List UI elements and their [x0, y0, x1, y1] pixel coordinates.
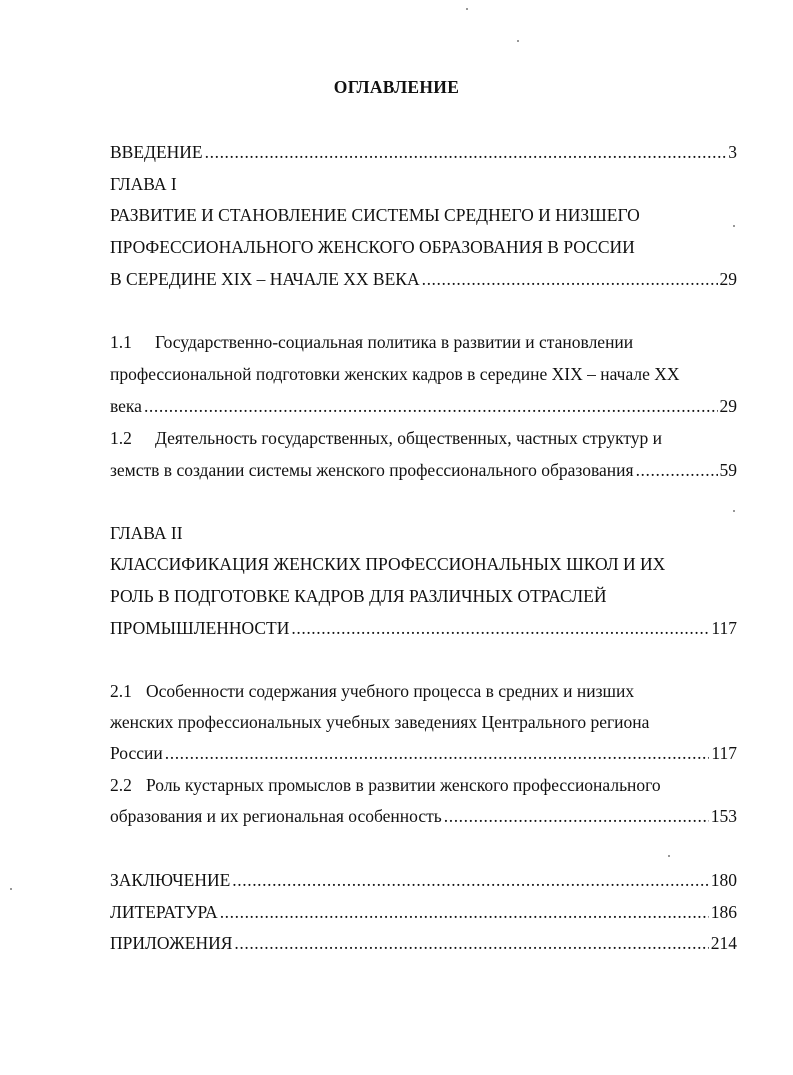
page-number: 153 [710, 806, 737, 826]
section-number: 2.1 [110, 681, 132, 701]
section-1-1-line [110, 330, 737, 354]
toc-entry-section-1-2 [110, 458, 737, 482]
dot-leader [636, 458, 718, 482]
chapter-1-label: ГЛАВА I [110, 174, 177, 194]
section-1-1-line: профессиональной подготовки женских кадров в середине XIX – начале XX [110, 364, 680, 384]
scan-speck [733, 225, 735, 227]
toc-entry-literature [110, 900, 737, 924]
section-text: Роль кустарных промыслов в развитии женского профессионального [146, 775, 661, 795]
dot-leader [422, 267, 718, 291]
page-number: 59 [719, 460, 737, 480]
entry-label: России [110, 743, 163, 763]
entry-label: В СЕРЕДИНЕ XIX – НАЧАЛЕ XX ВЕКА [110, 269, 420, 289]
entry-label: ПРОМЫШЛЕННОСТИ [110, 618, 290, 638]
page-number: 117 [711, 618, 737, 638]
page-number: 29 [719, 269, 737, 289]
scan-speck [668, 855, 670, 857]
section-2-1-line: женских профессиональных учебных заведениях Центрального региона [110, 712, 650, 732]
scan-speck [517, 40, 519, 42]
entry-label: ЛИТЕРАТУРА [110, 902, 218, 922]
toc-entry-section-2-2 [110, 804, 737, 828]
chapter-2-label: ГЛАВА II [110, 523, 183, 543]
section-text: Особенности содержания учебного процесса в средних и низших [146, 681, 635, 701]
toc-entry-chapter-1 [110, 267, 737, 291]
entry-label: земств в создании системы женского профессионального образования [110, 460, 634, 480]
dot-leader [234, 931, 708, 955]
page-number: 3 [728, 142, 737, 162]
section-2-1-line [110, 679, 737, 703]
chapter-1-heading-line: РАЗВИТИЕ И СТАНОВЛЕНИЕ СИСТЕМЫ СРЕДНЕГО И НИЗШЕГО [110, 205, 640, 225]
entry-label: ЗАКЛЮЧЕНИЕ [110, 870, 231, 890]
section-number: 2.2 [110, 775, 132, 795]
toc-title: ОГЛАВЛЕНИЕ [333, 77, 460, 97]
toc-entry-chapter-2 [110, 616, 737, 640]
chapter-1-heading-line: ПРОФЕССИОНАЛЬНОГО ЖЕНСКОГО ОБРАЗОВАНИЯ В РОССИИ [110, 237, 635, 257]
toc-entry-section-2-1 [110, 741, 737, 765]
page-number: 214 [710, 933, 737, 953]
dot-leader [291, 616, 709, 640]
section-text: Государственно-социальная политика в развитии и становлении [155, 332, 634, 352]
toc-entry-introduction [110, 140, 737, 164]
scan-speck [10, 888, 12, 890]
section-number: 1.2 [110, 428, 132, 448]
scan-speck [733, 510, 735, 512]
toc-entry-appendices [110, 931, 737, 955]
entry-label: ПРИЛОЖЕНИЯ [110, 933, 233, 953]
entry-label: образования и их региональная особенность [110, 806, 442, 826]
page-number: 186 [710, 902, 737, 922]
entry-label: ВВЕДЕНИЕ [110, 142, 203, 162]
dot-leader [144, 394, 718, 418]
scan-speck [466, 8, 468, 10]
page-number: 117 [711, 743, 737, 763]
section-text: Деятельность государственных, общественных, частных структур и [155, 428, 663, 448]
page-number: 29 [719, 396, 737, 416]
dot-leader [444, 804, 709, 828]
toc-entry-section-1-1 [110, 394, 737, 418]
entry-label: века [110, 396, 142, 416]
dot-leader [220, 900, 709, 924]
dot-leader [205, 140, 727, 164]
toc-entry-conclusion [110, 868, 737, 892]
dot-leader [232, 868, 708, 892]
chapter-2-heading-line: КЛАССИФИКАЦИЯ ЖЕНСКИХ ПРОФЕССИОНАЛЬНЫХ ШКОЛ И ИХ [110, 554, 666, 574]
section-2-2-line [110, 773, 737, 797]
section-number: 1.1 [110, 332, 132, 352]
chapter-2-heading-line: РОЛЬ В ПОДГОТОВКЕ КАДРОВ ДЛЯ РАЗЛИЧНЫХ ОТРАСЛЕЙ [110, 586, 607, 606]
dot-leader [165, 741, 710, 765]
page-number: 180 [710, 870, 737, 890]
section-1-2-line [110, 426, 737, 450]
